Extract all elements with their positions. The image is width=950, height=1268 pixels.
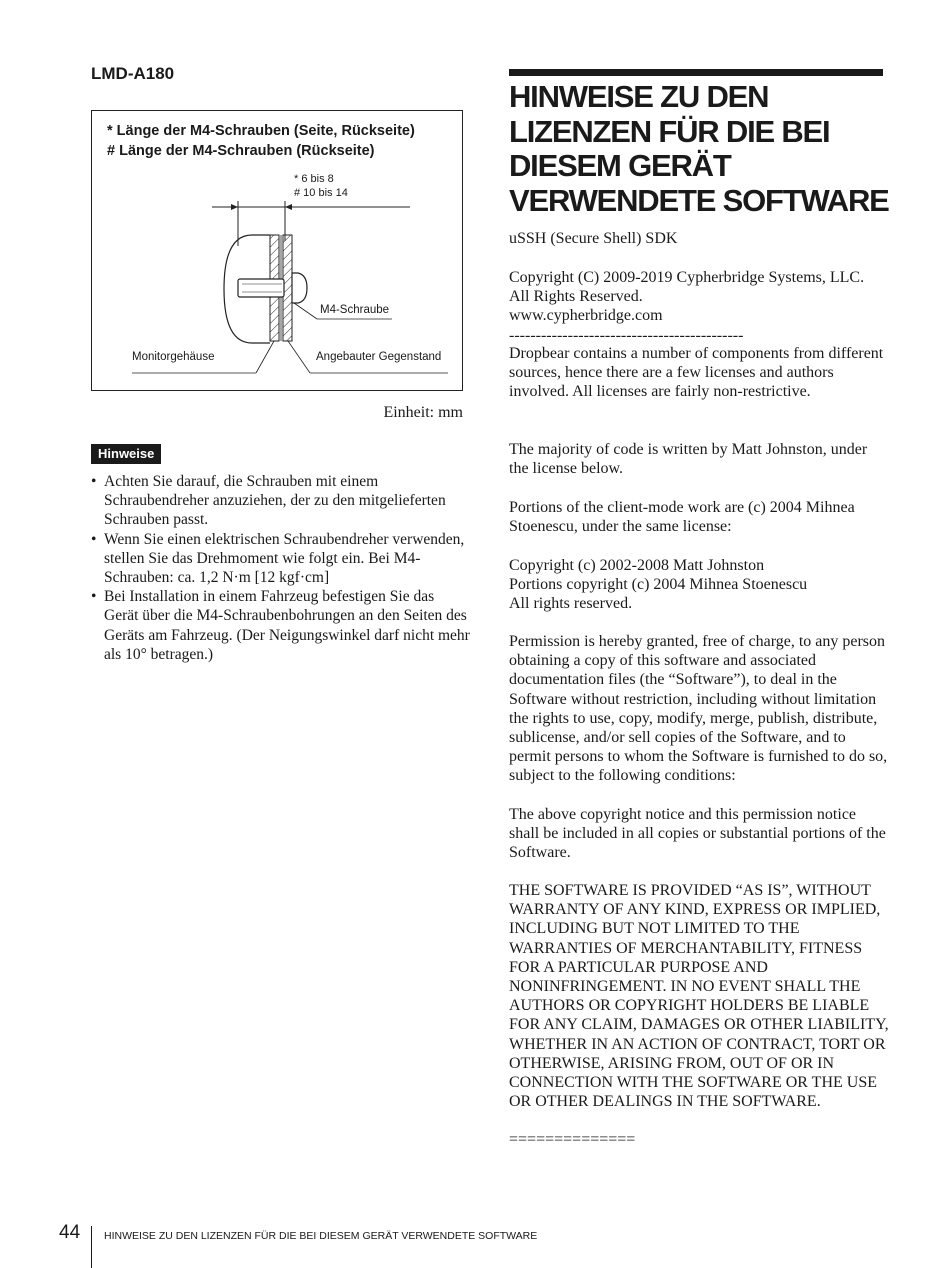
notes-badge: Hinweise <box>91 444 161 464</box>
notice-paragraph: The above copyright notice and this permission notice shall be included in all copies or substantial portions of the Software. <box>509 806 886 862</box>
attached-object-label: Angebauter Gegenstand <box>316 351 442 363</box>
unit-label: Einheit: mm <box>383 404 463 421</box>
figure-caption-back: # Länge der M4-Schrauben (Rückseite) <box>107 143 375 159</box>
title-rule <box>509 69 883 76</box>
sdk-name: uSSH (Secure Shell) SDK <box>509 230 678 247</box>
model-name: LMD-A180 <box>91 64 175 83</box>
running-title: HINWEISE ZU DEN LIZENZEN FÜR DIE BEI DIESEM GERÄT VERWENDETE SOFTWARE <box>104 1230 538 1242</box>
footer-divider <box>91 1226 92 1268</box>
screw-label: M4-Schraube <box>320 304 390 316</box>
permission-paragraph: Permission is hereby granted, free of charge, to any person obtaining a copy of this software and associated documentation files (the “Software”), to deal in the Software without restriction, including without limitation the rights to use, copy, modify, merge, publish, distribute, sublicense, and/or sell copies of the Software, and to permit persons to whom the Software is furnished to do so, subject to the following conditions: <box>509 633 888 785</box>
copyright-notice: Copyright (c) 2002-2008 Matt Johnston Portions copyright (c) 2004 Mihnea Stoenescu All rights reserved. <box>509 557 808 613</box>
figure-caption-side: * Länge der M4-Schrauben (Seite, Rückseite) <box>107 123 415 139</box>
majority-paragraph: The majority of code is written by Matt Johnston, under the license below. <box>509 441 868 478</box>
dimension-back-label: # 10 bis 14 <box>294 187 348 199</box>
separator-line: ============== <box>509 1131 636 1148</box>
dimension-side-label: * 6 bis 8 <box>294 173 334 185</box>
copyright-block: Copyright (C) 2009-2019 Cypherbridge Systems, LLC. All Rights Reserved. www.cypherbridge.com -------------------------------------------- <box>509 269 865 344</box>
page-title: HINWEISE ZU DEN LIZENZEN FÜR DIE BEI DIESEM GERÄT VERWENDETE SOFTWARE <box>509 79 889 218</box>
notes-list <box>91 472 471 664</box>
list-item: • Wenn Sie einen elektrischen Schraubendreher verwenden, stellen Sie das Drehmoment wie folgt ein. Bei M4-Schrauben: ca. 1,2 N·m [12 kgf·cm] <box>91 530 471 588</box>
page-number: 44 <box>59 1222 81 1243</box>
screw-length-figure <box>91 110 463 391</box>
dropbear-paragraph: Dropbear contains a number of components from different sources, hence there are a few licenses and authors involved. All licenses are fairly non-restrictive. <box>509 345 884 401</box>
warranty-paragraph: THE SOFTWARE IS PROVIDED “AS IS”, WITHOUT WARRANTY OF ANY KIND, EXPRESS OR IMPLIED, INCLUDING BUT NOT LIMITED TO THE WARRANTIES OF MERCHANTABILITY, FITNESS FOR A PARTICULAR PURPOSE AND NONINFRINGEMENT. IN NO EVENT SHALL THE AUTHORS OR COPYRIGHT HOLDERS BE LIABLE FOR ANY CLAIM, DAMAGES OR OTHER LIABILITY, WHETHER IN AN ACTION OF CONTRACT, TORT OR OTHERWISE, ARISING FROM, OUT OF OR IN CONNECTION WITH THE SOFTWARE OR THE USE OR OTHER DEALINGS IN THE SOFTWARE. <box>509 882 889 1111</box>
portions-paragraph: Portions of the client-mode work are (c) 2004 Mihnea Stoenescu, under the same license: <box>509 499 855 536</box>
list-item: • Bei Installation in einem Fahrzeug befestigen Sie das Gerät über die M4-Schraubenbohrungen an den Seiten des Geräts am Fahrzeug. (Der Neigungswinkel darf nicht mehr als 10° betragen.) <box>91 587 471 664</box>
housing-label: Monitorgehäuse <box>132 351 215 363</box>
list-item: • Achten Sie darauf, die Schrauben mit einem Schraubendreher anzuziehen, der zu den mitgelieferten Schrauben passt. <box>91 472 471 530</box>
